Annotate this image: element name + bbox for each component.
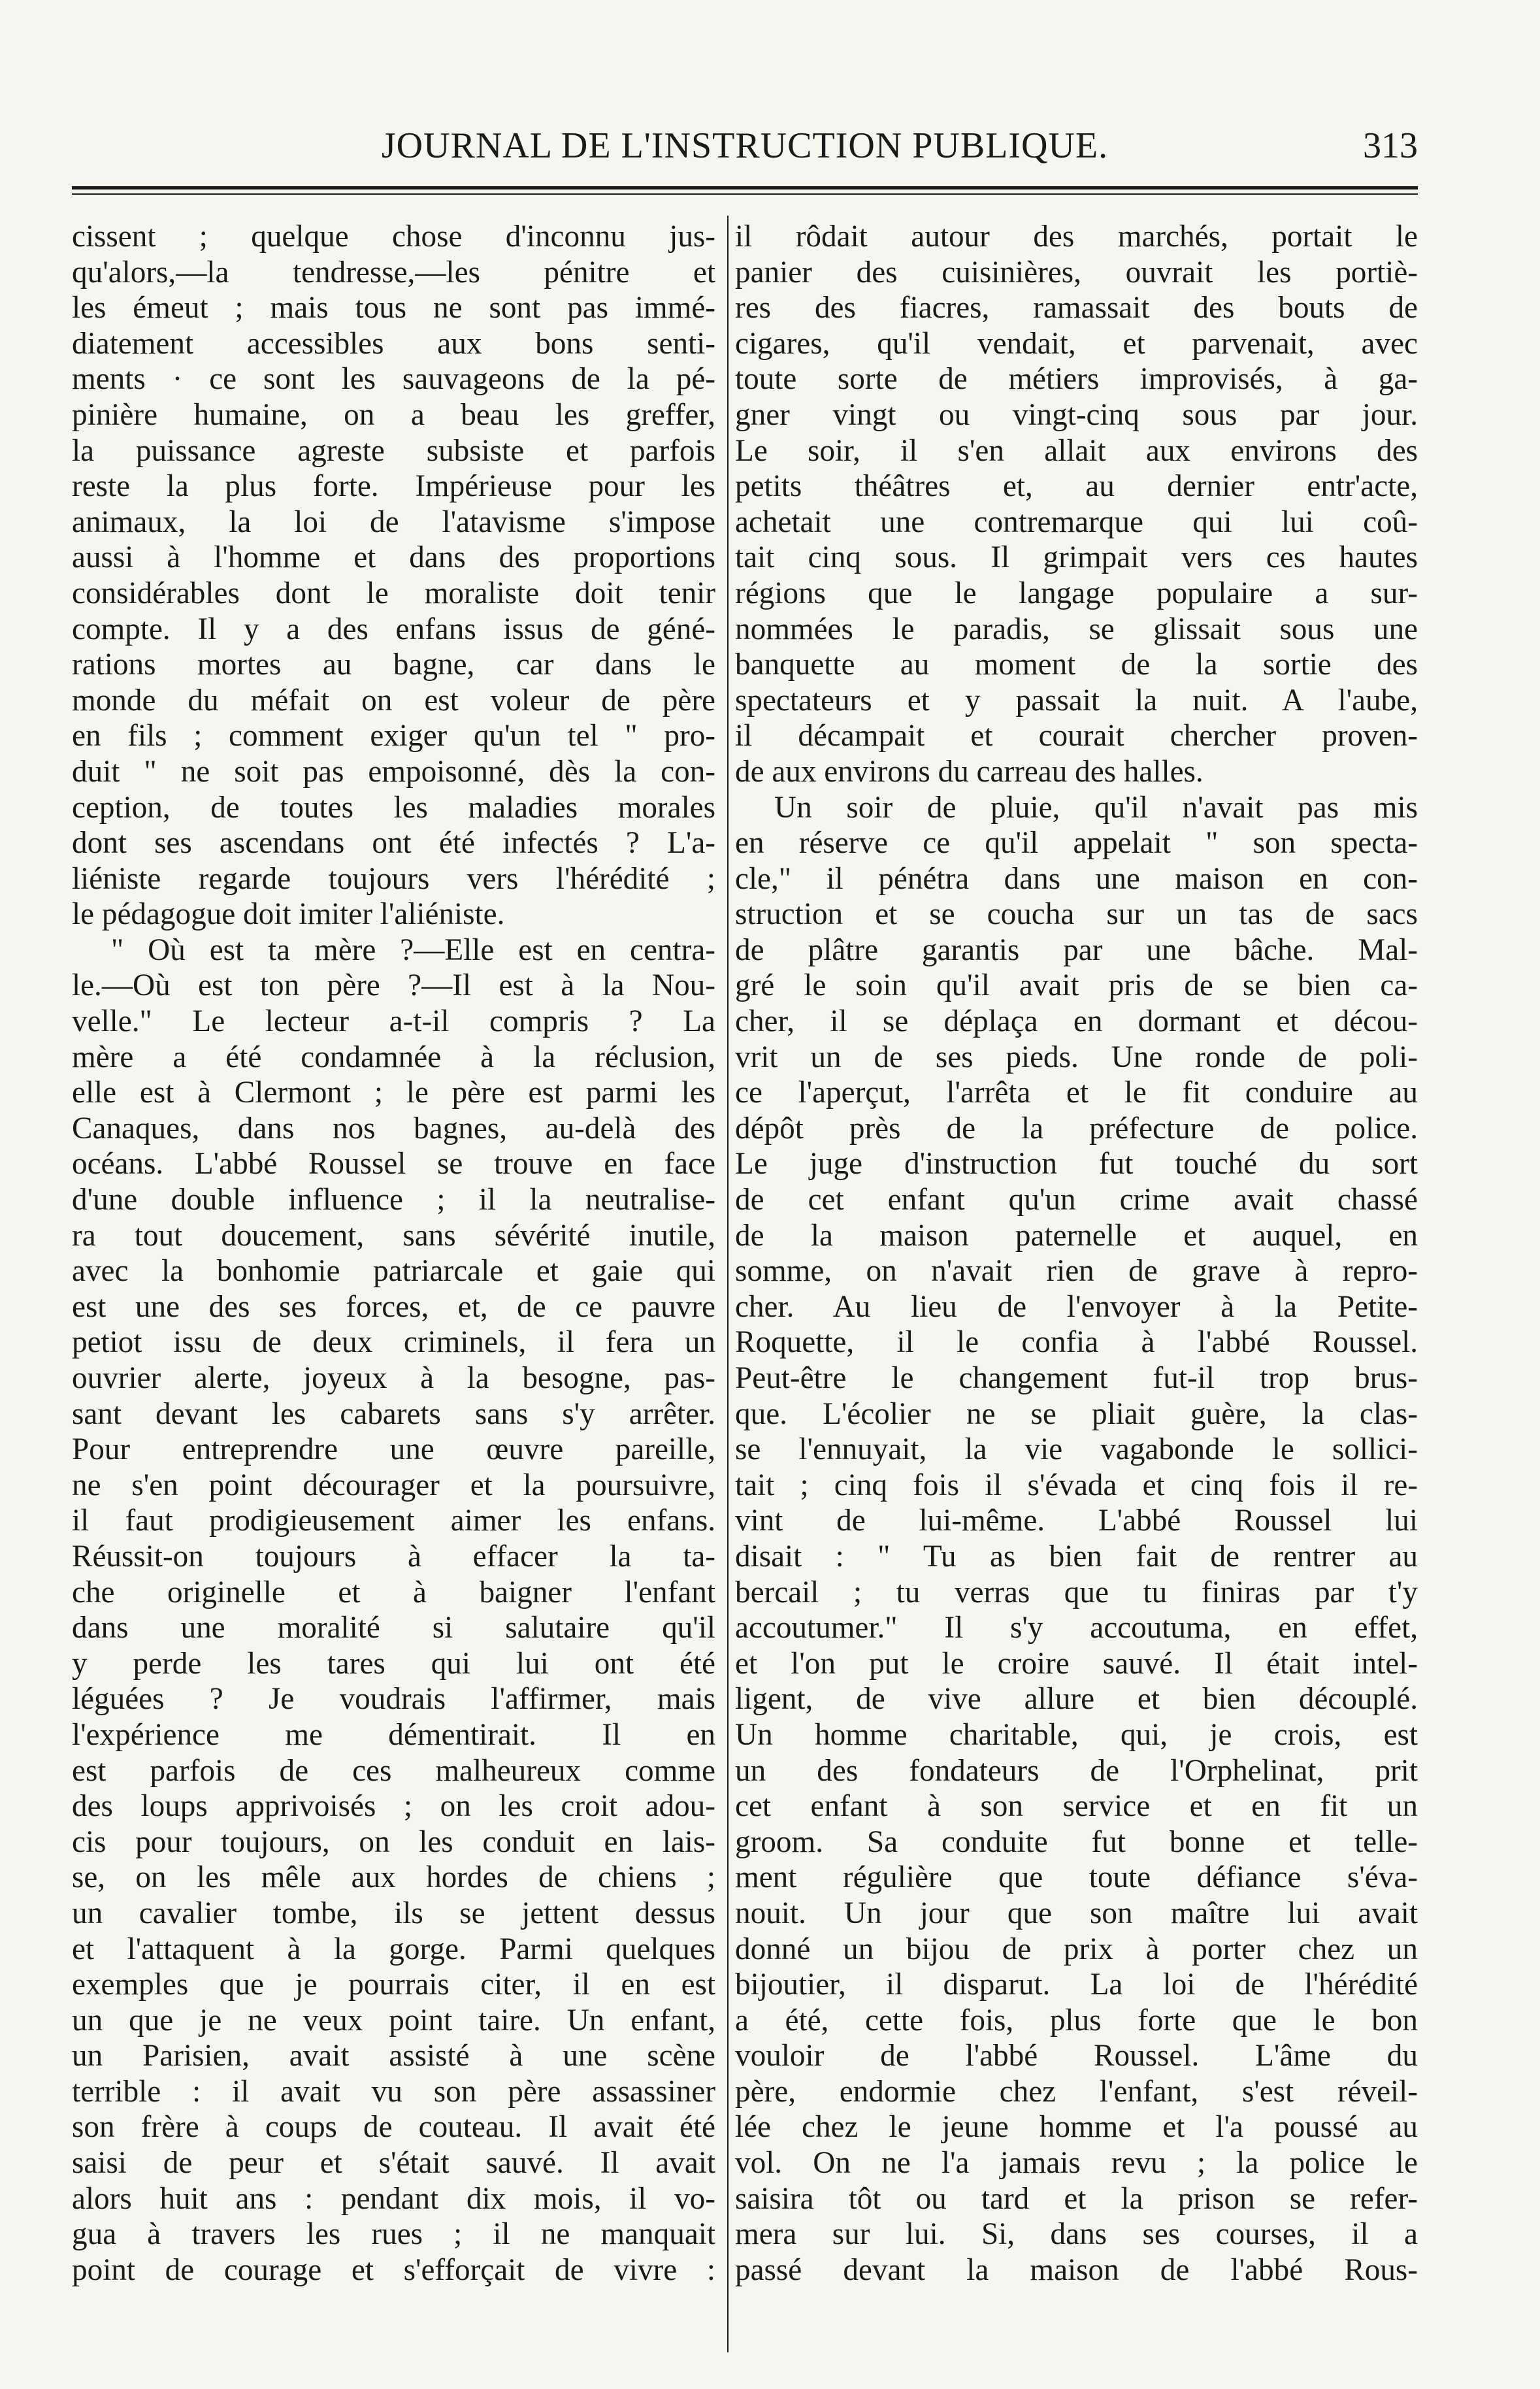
text-line: Le soir, il s'en allait aux environs des <box>735 433 1418 468</box>
text-line: a été, cette fois, plus forte que le bon <box>735 2003 1418 2037</box>
text-line: il faut prodigieusement aimer les enfans. <box>72 1504 715 1538</box>
left-column <box>72 219 715 2288</box>
text-line: cigares, qu'il vendait, et parvenait, avec <box>735 326 1418 361</box>
text-line: passé devant la maison de l'abbé Rous- <box>735 2252 1418 2287</box>
text-line: duit " ne soit pas empoisonné, dès la con- <box>72 754 715 789</box>
text-line: aussi à l'homme et dans des proportions <box>72 540 715 575</box>
text-line: est une des ses forces, et, de ce pauvre <box>72 1289 715 1324</box>
text-line: bijoutier, il disparut. La loi de l'hérédité <box>735 1968 1418 2002</box>
header-rule-thin <box>72 193 1418 195</box>
text-line: Un soir de pluie, qu'il n'avait pas mis <box>774 790 1418 825</box>
text-line: nommées le paradis, se glissait sous une <box>735 612 1418 646</box>
text-line: achetait une contremarque qui lui coû- <box>735 504 1418 539</box>
text-line: cet enfant à son service et en fit un <box>735 1789 1418 1824</box>
text-line: et l'on put le croire sauvé. Il était intel- <box>735 1646 1418 1681</box>
text-line: somme, on n'avait rien de grave à repro- <box>735 1254 1418 1289</box>
text-line: mère a été condamnée à la réclusion, <box>72 1040 715 1074</box>
text-line: che originelle et à baigner l'enfant <box>72 1575 715 1609</box>
text-line: cher. Au lieu de l'envoyer à la Petite- <box>735 1289 1418 1324</box>
text-line: banquette au moment de la sortie des <box>735 648 1418 682</box>
text-line: donné un bijou de prix à porter chez un <box>735 1932 1418 1966</box>
text-line: d'une double influence ; il la neutralise- <box>72 1183 715 1217</box>
text-line: il décampait et courait chercher proven- <box>735 719 1418 753</box>
text-line: panier des cuisinières, ouvrait les portiè- <box>735 255 1418 289</box>
text-line: terrible : il avait vu son père assassiner <box>72 2074 715 2109</box>
text-line: dans une moralité si salutaire qu'il <box>72 1611 715 1645</box>
text-line: rations mortes au bagne, car dans le <box>72 648 715 682</box>
text-line: ception, de toutes les maladies morales <box>72 790 715 825</box>
text-line: mera sur lui. Si, dans ses courses, il a <box>735 2217 1418 2252</box>
text-line: point de courage et s'efforçait de vivre : <box>72 2252 715 2287</box>
text-line: accoutumer." Il s'y accoutuma, en effet, <box>735 1611 1418 1645</box>
text-line: petits théâtres et, au dernier entr'acte, <box>735 469 1418 504</box>
text-line: des loups apprivoisés ; on les croit adou- <box>72 1789 715 1824</box>
text-line: ment régulière que toute défiance s'éva- <box>735 1860 1418 1895</box>
text-line: velle." Le lecteur a-t-il compris ? La <box>72 1004 715 1039</box>
text-line: " Où est ta mère ?—Elle est en centra- <box>111 932 715 967</box>
text-line: spectateurs et y passait la nuit. A l'aube, <box>735 683 1418 717</box>
text-line: se, on les mêle aux hordes de chiens ; <box>72 1860 715 1895</box>
running-head <box>72 123 1418 169</box>
text-line: vrit un de ses pieds. Une ronde de poli- <box>735 1040 1418 1074</box>
text-line: sant devant les cabarets sans s'y arrêter. <box>72 1396 715 1431</box>
text-line: petiot issu de deux criminels, il fera un <box>72 1325 715 1360</box>
text-line: cle," il pénétra dans une maison en con- <box>735 861 1418 896</box>
text-line: en réserve ce qu'il appelait " son specta- <box>735 826 1418 861</box>
column-divider <box>727 216 729 2352</box>
text-line: cis pour toujours, on les conduit en lais- <box>72 1824 715 1859</box>
text-line: dont ses ascendans ont été infectés ? L'a- <box>72 826 715 861</box>
text-line: tait cinq sous. Il grimpait vers ces hautes <box>735 540 1418 575</box>
text-line: en fils ; comment exiger qu'un tel " pro- <box>72 719 715 753</box>
text-line: la puissance agreste subsiste et parfois <box>72 433 715 468</box>
text-line: ne s'en point décourager et la poursuivre, <box>72 1468 715 1502</box>
text-line: léguées ? Je voudrais l'affirmer, mais <box>72 1682 715 1717</box>
text-line: ra tout doucement, sans sévérité inutile, <box>72 1218 715 1253</box>
text-line: régions que le langage populaire a sur- <box>735 576 1418 610</box>
text-line: liéniste regarde toujours vers l'hérédité ; <box>72 861 715 896</box>
text-line: Peut-être le changement fut-il trop brus- <box>735 1361 1418 1395</box>
text-line: reste la plus forte. Impérieuse pour les <box>72 469 715 504</box>
text-line: et l'attaquent à la gorge. Parmi quelques <box>72 1932 715 1966</box>
text-line: un que je ne veux point taire. Un enfant, <box>72 2003 715 2037</box>
text-line: alors huit ans : pendant dix mois, il vo- <box>72 2181 715 2216</box>
text-line: de la maison paternelle et auquel, en <box>735 1218 1418 1253</box>
right-column <box>735 219 1418 2288</box>
text-line: res des fiacres, ramassait des bouts de <box>735 291 1418 325</box>
page-number: 313 <box>1363 125 1418 166</box>
text-line: monde du méfait on est voleur de père <box>72 683 715 717</box>
text-line: diatement accessibles aux bons senti- <box>72 326 715 361</box>
text-line: Un homme charitable, qui, je crois, est <box>735 1717 1418 1752</box>
text-line: ce l'aperçut, l'arrêta et le fit conduire au <box>735 1076 1418 1110</box>
text-line: cissent ; quelque chose d'inconnu jus- <box>72 220 715 254</box>
text-line: saisira tôt ou tard et la prison se refer- <box>735 2181 1418 2216</box>
text-line: un des fondateurs de l'Orphelinat, prit <box>735 1753 1418 1788</box>
text-line: qu'alors,—la tendresse,—les pénitre et <box>72 255 715 289</box>
text-line: toute sorte de métiers improvisés, à ga- <box>735 362 1418 397</box>
text-line: ligent, de vive allure et bien découplé. <box>735 1682 1418 1717</box>
text-line: elle est à Clermont ; le père est parmi les <box>72 1076 715 1110</box>
text-line: de plâtre garantis par une bâche. Mal- <box>735 932 1418 967</box>
text-line: Canaques, dans nos bagnes, au-delà des <box>72 1111 715 1145</box>
text-line: compte. Il y a des enfans issus de géné- <box>72 612 715 646</box>
text-line: Pour entreprendre une œuvre pareille, <box>72 1432 715 1467</box>
text-line: vol. On ne l'a jamais revu ; la police le <box>735 2146 1418 2181</box>
text-line: groom. Sa conduite fut bonne et telle- <box>735 1824 1418 1859</box>
text-line: un cavalier tombe, ils se jettent dessus <box>72 1896 715 1930</box>
text-line: l'expérience me démentirait. Il en <box>72 1717 715 1752</box>
text-line: lée chez le jeune homme et l'a poussé au <box>735 2110 1418 2145</box>
text-line: se l'ennuyait, la vie vagabonde le sollici- <box>735 1432 1418 1467</box>
text-line: océans. L'abbé Roussel se trouve en face <box>72 1147 715 1181</box>
text-line: tait ; cinq fois il s'évada et cinq fois il re- <box>735 1468 1418 1502</box>
text-line: nouit. Un jour que son maître lui avait <box>735 1896 1418 1930</box>
text-line: struction et se coucha sur un tas de sacs <box>735 897 1418 932</box>
text-line: gner vingt ou vingt-cinq sous par jour. <box>735 397 1418 432</box>
text-line: vint de lui-même. L'abbé Roussel lui <box>735 1504 1418 1538</box>
text-line: un Parisien, avait assisté à une scène <box>72 2039 715 2073</box>
text-line: de cet enfant qu'un crime avait chassé <box>735 1183 1418 1217</box>
text-line: exemples que je pourrais citer, il en est <box>72 1968 715 2002</box>
text-line: est parfois de ces malheureux comme <box>72 1753 715 1788</box>
text-line: gré le soin qu'il avait pris de se bien ca- <box>735 968 1418 1003</box>
text-line: gua à travers les rues ; il ne manquait <box>72 2217 715 2252</box>
text-line: dépôt près de la préfecture de police. <box>735 1111 1418 1145</box>
text-line: son frère à coups de couteau. Il avait été <box>72 2110 715 2145</box>
text-line: bercail ; tu verras que tu finiras par t'y <box>735 1575 1418 1609</box>
text-line: que. L'écolier ne se pliait guère, la clas- <box>735 1396 1418 1431</box>
text-line: père, endormie chez l'enfant, s'est réveil- <box>735 2074 1418 2109</box>
text-line: animaux, la loi de l'atavisme s'impose <box>72 504 715 539</box>
text-line: Roquette, il le confia à l'abbé Roussel. <box>735 1325 1418 1360</box>
text-line: Réussit-on toujours à effacer la ta- <box>72 1539 715 1573</box>
text-line: de aux environs du carreau des halles. <box>735 754 1204 789</box>
text-line: avec la bonhomie patriarcale et gaie qui <box>72 1254 715 1289</box>
text-line: il rôdait autour des marchés, portait le <box>735 220 1418 254</box>
text-line: ouvrier alerte, joyeux à la besogne, pas- <box>72 1361 715 1395</box>
text-line: considérables dont le moraliste doit tenir <box>72 576 715 610</box>
text-line: Le juge d'instruction fut touché du sort <box>735 1147 1418 1181</box>
text-line: les émeut ; mais tous ne sont pas immé- <box>72 291 715 325</box>
text-line: ments · ce sont les sauvageons de la pé- <box>72 362 715 397</box>
journal-title: JOURNAL DE L'INSTRUCTION PUBLIQUE. <box>381 125 1109 166</box>
text-line: cher, il se déplaça en dormant et décou- <box>735 1004 1418 1039</box>
text-line: pinière humaine, on a beau les greffer, <box>72 397 715 432</box>
text-line: y perde les tares qui lui ont été <box>72 1646 715 1681</box>
text-line: saisi de peur et s'était sauvé. Il avait <box>72 2146 715 2181</box>
text-line: le pédagogue doit imiter l'aliéniste. <box>72 897 505 932</box>
header-rule-thick <box>72 186 1418 189</box>
text-line: vouloir de l'abbé Roussel. L'âme du <box>735 2039 1418 2073</box>
text-line: disait : " Tu as bien fait de rentrer au <box>735 1539 1418 1573</box>
text-line: le.—Où est ton père ?—Il est à la Nou- <box>72 968 715 1003</box>
